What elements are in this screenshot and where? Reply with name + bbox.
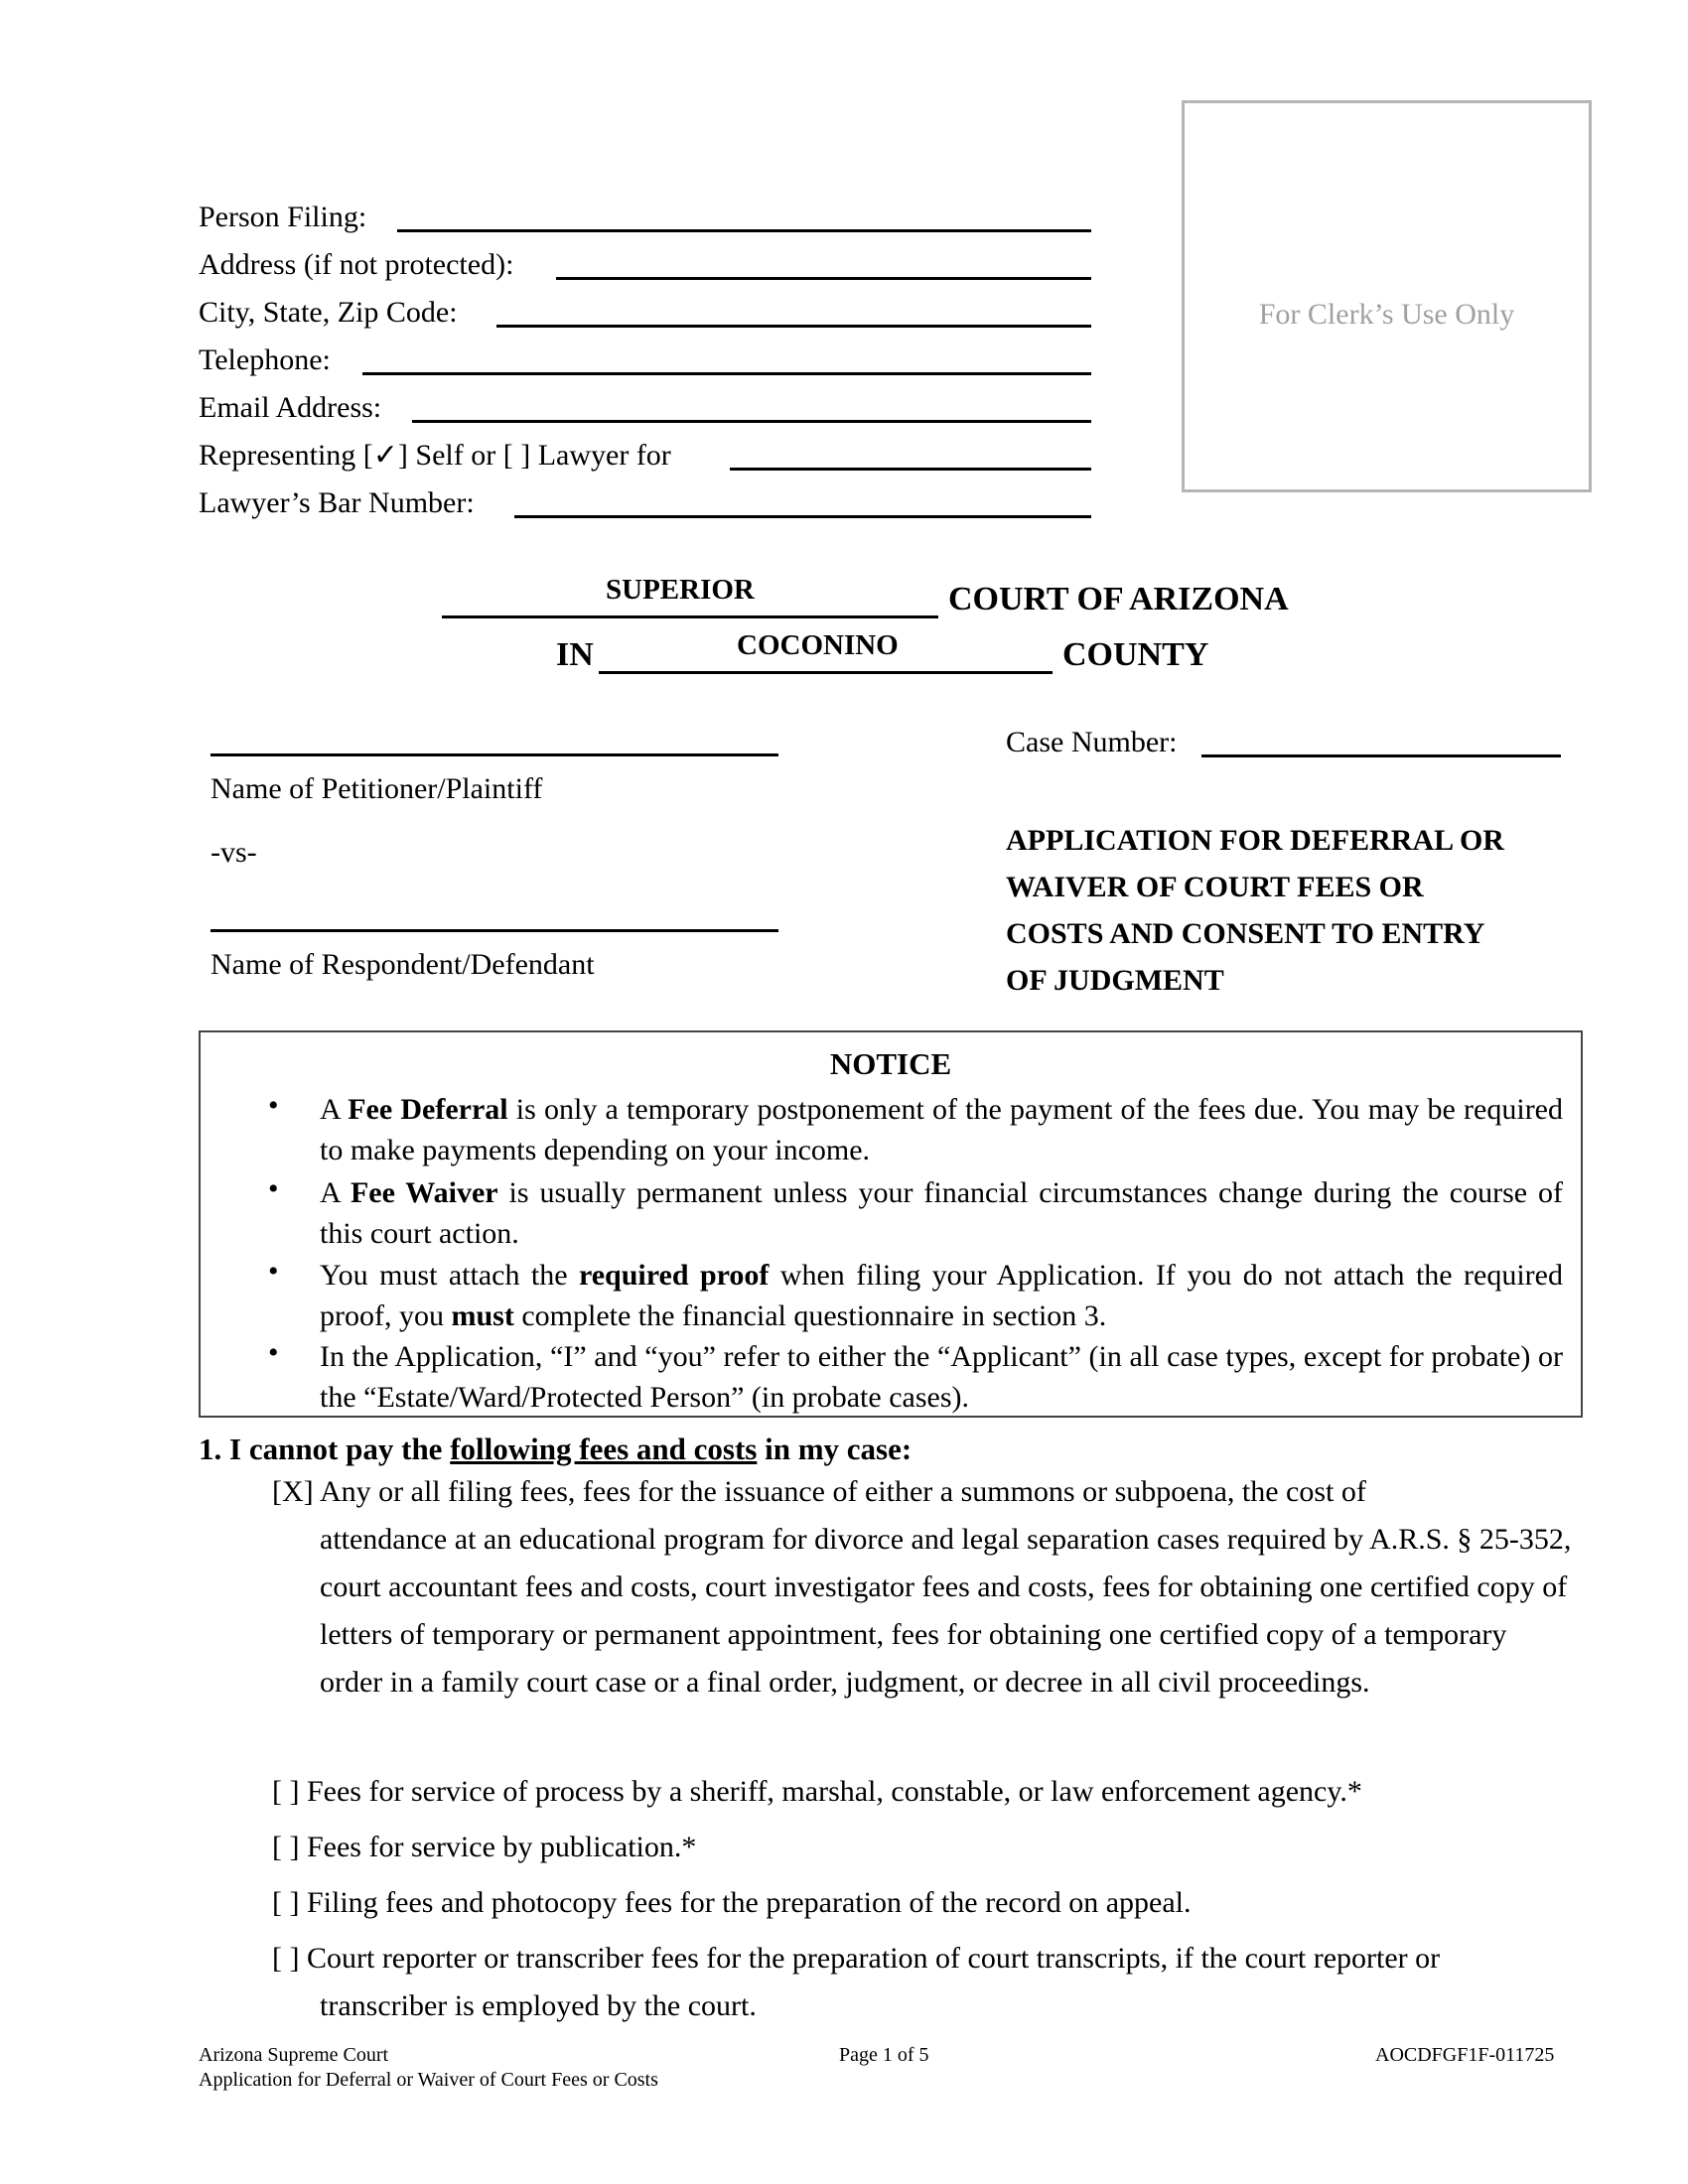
footer-form-title: Application for Deferral or Waiver of Court Fees or Costs bbox=[199, 2069, 658, 2091]
address-label: Address (if not protected): bbox=[199, 248, 514, 281]
county-line bbox=[599, 671, 1053, 674]
telephone-line[interactable] bbox=[362, 372, 1091, 375]
form-title-line: APPLICATION FOR DEFERRAL OR bbox=[1006, 824, 1504, 857]
clerk-use-label: For Clerk’s Use Only bbox=[1258, 298, 1515, 331]
court-reporter-fees-option[interactable]: [ ] Court reporter or transcriber fees for the preparation of court transcripts, if the court reporter or bbox=[272, 1942, 1441, 1975]
footer-form-code: AOCDFGF1F-011725 bbox=[1375, 2044, 1555, 2066]
clerk-use-box bbox=[1182, 100, 1592, 492]
footer-org: Arizona Supreme Court bbox=[199, 2044, 389, 2066]
notice-item-fee-deferral: A Fee Deferral is only a temporary postponement of the payment of the fees due. You may be required to make payments depending on your income. bbox=[320, 1093, 1564, 1166]
footer-page-number: Page 1 of 5 bbox=[839, 2044, 929, 2066]
representing-row bbox=[199, 439, 671, 473]
form-title-line: COSTS AND CONSENT TO ENTRY bbox=[1006, 917, 1485, 950]
county-label: COUNTY bbox=[1062, 636, 1209, 673]
self-checkmark[interactable]: ✓ bbox=[372, 438, 398, 473]
notice-box bbox=[199, 1030, 1583, 1418]
service-by-publication-option[interactable]: [ ] Fees for service by publication.* bbox=[272, 1831, 697, 1863]
appeal-record-fees-option[interactable]: [ ] Filing fees and photocopy fees for the preparation of the record on appeal. bbox=[272, 1886, 1192, 1919]
form-title-line: OF JUDGMENT bbox=[1006, 964, 1224, 997]
telephone-label: Telephone: bbox=[199, 343, 331, 376]
bullet-icon: • bbox=[268, 1255, 279, 1288]
section-1-heading: 1. I cannot pay the following fees and costs in my case: bbox=[199, 1432, 913, 1466]
email-line[interactable] bbox=[412, 420, 1091, 423]
notice-title: NOTICE bbox=[829, 1046, 952, 1081]
notice-item-required-proof: You must attach the required proof when filing your Application. If you do not attach the required proof, you must complete the financial questionnaire in section 3. bbox=[320, 1259, 1563, 1332]
form-title bbox=[1006, 817, 1621, 1004]
bullet-icon: • bbox=[268, 1172, 279, 1205]
person-filing-label: Person Filing: bbox=[199, 201, 367, 233]
email-label: Email Address: bbox=[199, 391, 382, 424]
county-fill: COCONINO bbox=[737, 629, 899, 661]
respondent-name-line[interactable] bbox=[211, 929, 778, 932]
representing-prefix: Representing [ bbox=[199, 439, 373, 472]
in-label: IN bbox=[556, 636, 594, 673]
filing-fees-checkbox[interactable]: [X] bbox=[272, 1475, 314, 1508]
petitioner-name-line[interactable] bbox=[211, 753, 778, 756]
city-state-zip-line[interactable] bbox=[496, 325, 1091, 328]
filing-fees-text-line1: Any or all filing fees, fees for the issuance of either a summons or subpoena, the cost of bbox=[320, 1475, 1366, 1508]
bullet-icon: • bbox=[268, 1089, 279, 1122]
city-state-zip-label: City, State, Zip Code: bbox=[199, 296, 458, 329]
form-title-line: WAIVER OF COURT FEES OR bbox=[1006, 871, 1424, 903]
representing-options: ] Self or [ ] Lawyer for bbox=[397, 439, 671, 472]
bullet-icon: • bbox=[268, 1336, 279, 1369]
notice-item-definitions: In the Application, “I” and “you” refer to either the “Applicant” (in all case types, except for probate) or the “Estate/Ward/Protected Person” (in probate cases). bbox=[320, 1340, 1563, 1414]
petitioner-label: Name of Petitioner/Plaintiff bbox=[211, 772, 543, 805]
address-line[interactable] bbox=[556, 277, 1091, 280]
notice-item-fee-waiver: A Fee Waiver is usually permanent unless your financial circumstances change during the course of this court action. bbox=[320, 1176, 1563, 1250]
service-of-process-option[interactable]: [ ] Fees for service of process by a sheriff, marshal, constable, or law enforcement agency.* bbox=[272, 1775, 1362, 1808]
respondent-label: Name of Respondent/Defendant bbox=[211, 948, 595, 981]
court-reporter-fees-text-line2: transcriber is employed by the court. bbox=[320, 1989, 757, 2022]
case-number-label: Case Number: bbox=[1006, 726, 1178, 758]
lawyer-for-line[interactable] bbox=[730, 468, 1091, 471]
person-filing-line[interactable] bbox=[397, 229, 1091, 232]
filing-fees-text: attendance at an educational program for divorce and legal separation cases required by A.R.S. § 25-352, court accountant fees and costs, court investigator fees and costs, fees for obtaining one certified copy of letters of temporary or permanent appointment, fees for obtaining one certified copy of a temporary order in a family court case or a final order, judgment, or decree in all civil proceedings. bbox=[320, 1523, 1572, 1699]
court-name-line bbox=[442, 615, 938, 618]
bar-number-label: Lawyer’s Bar Number: bbox=[199, 486, 475, 519]
bar-number-line[interactable] bbox=[514, 515, 1091, 518]
court-name-fill: SUPERIOR bbox=[606, 574, 755, 606]
case-number-line[interactable] bbox=[1201, 754, 1561, 757]
vs-label: -vs- bbox=[211, 836, 257, 869]
court-of-arizona: COURT OF ARIZONA bbox=[948, 581, 1289, 617]
